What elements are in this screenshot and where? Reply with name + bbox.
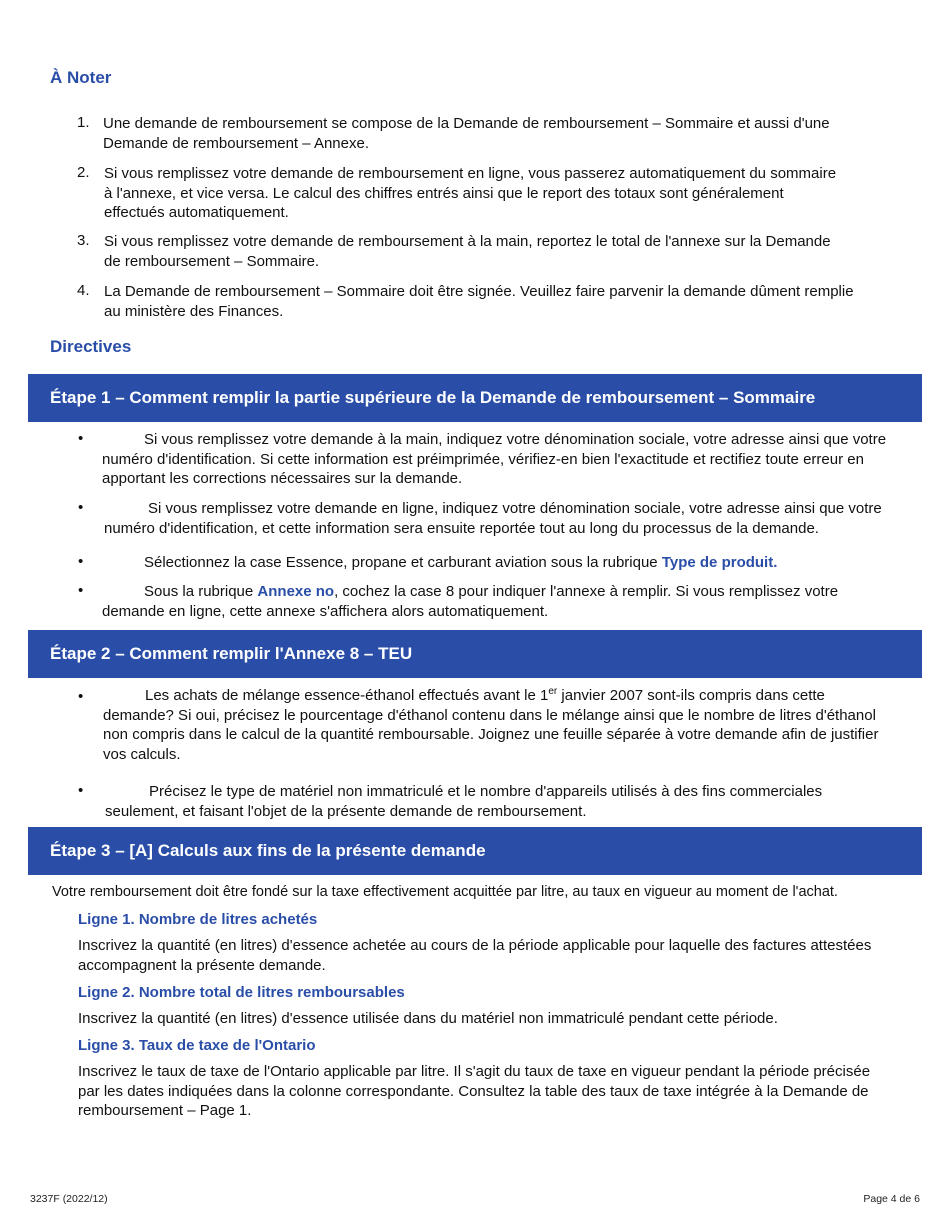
note-item-1-number: 1. <box>77 114 90 131</box>
step1-bullet-1-marker: • <box>78 430 84 447</box>
step2-bullet-1-text: Les achats de mélange essence-éthanol effectués avant le 1er janvier 2007 sont-ils compris dans cette demande? Si oui, précisez le pourcentage d'éthanol contenu dans le mélange ainsi que le nombre de litres d'éthanol non compris dans le calcul de la quantité remboursable. Joignez une feuille séparée à votre demande afin de justifier vos calculs. <box>103 686 879 763</box>
note-item-3-text: Si vous remplissez votre demande de remboursement à la main, reportez le total de l'annexe sur la Demande de remboursement – Sommaire. <box>104 233 831 270</box>
step1-bullet-2-marker: • <box>78 499 84 516</box>
step1-bullet-3-text: Sélectionnez la case Essence, propane et carburant aviation sous la rubrique Type de produit. <box>144 553 904 573</box>
line1-title: Ligne 1. Nombre de litres achetés <box>78 911 318 928</box>
step2-bullet-2-marker: • <box>78 782 84 799</box>
note-item-2-number: 2. <box>77 164 90 181</box>
note-item-1-text: Une demande de remboursement se compose de la Demande de remboursement – Sommaire et aussi d'une Demande de remboursement – Annexe. <box>103 115 830 152</box>
step1-bullet-3-marker: • <box>78 553 84 570</box>
line2-title: Ligne 2. Nombre total de litres remboursables <box>78 984 405 1001</box>
step2-bullet-2-text: Précisez le type de matériel non immatriculé et le nombre d'appareils utilisés à des fins commerciales seulement, et faisant l'objet de la présente demande de remboursement. <box>105 783 823 820</box>
step3-header: Étape 3 – [A] Calculs aux fins de la présente demande <box>28 827 922 875</box>
line2-text: Inscrivez la quantité (en litres) d'essence utilisée dans du matériel non immatriculé pendant cette période. <box>78 1010 778 1027</box>
note-heading: À Noter <box>50 68 112 87</box>
step3-intro: Votre remboursement doit être fondé sur la taxe effectivement acquittée par litre, au taux en vigueur au moment de l'achat. <box>52 884 838 900</box>
note-item-3-number: 3. <box>77 232 90 249</box>
step1-bullet-2-text: Si vous remplissez votre demande en ligne, indiquez votre dénomination sociale, votre adresse ainsi que votre numéro d'identification, et cette information sera ensuite reportée tout au long du processus de la demande. <box>104 500 882 537</box>
step1-bullet-4-text: Sous la rubrique Annexe no, cochez la case 8 pour indiquer l'annexe à remplir. Si vous remplissez votre demande en ligne, cette annexe s'affichera alors automatiquement. <box>102 583 839 620</box>
annex-no-label: Annexe no <box>257 583 335 600</box>
step1-bullet-1-text: Si vous remplissez votre demande à la main, indiquez votre dénomination sociale, votre adresse ainsi que votre numéro d'identification. Si cette information est préimprimée, vérifiez-en bien l'exactitude et rectifiez toute erreur en apportant les corrections nécessaires sur la demande. <box>102 431 887 487</box>
directives-heading: Directives <box>50 337 132 356</box>
product-type-label: Type de produit. <box>661 554 778 571</box>
step2-header: Étape 2 – Comment remplir l'Annexe 8 – TEU <box>28 630 922 678</box>
note-item-4-number: 4. <box>77 282 90 299</box>
step1-bullet-4-marker: • <box>78 582 84 599</box>
step2-bullet-1-marker: • <box>78 688 84 705</box>
note-item-4-text: La Demande de remboursement – Sommaire doit être signée. Veuillez faire parvenir la demande dûment remplie au ministère des Finances. <box>104 283 854 320</box>
line1-text: Inscrivez la quantité (en litres) d'essence achetée au cours de la période applicable pour laquelle des factures attestées accompagnent la présente demande. <box>78 937 872 974</box>
line3-title: Ligne 3. Taux de taxe de l'Ontario <box>78 1037 316 1054</box>
line3-text: Inscrivez le taux de taxe de l'Ontario applicable par litre. Il s'agit du taux de taxe en vigueur pendant la période précisée par les dates indiquées dans la colonne correspondante. Consultez la table des taux de taxe intégrée à la Demande de remboursement – Page 1. <box>78 1063 871 1119</box>
page-number: Page 4 de 6 <box>863 1193 920 1205</box>
form-id: 3237F (2022/12) <box>30 1193 108 1205</box>
step1-header: Étape 1 – Comment remplir la partie supérieure de la Demande de remboursement – Sommaire <box>28 374 922 422</box>
note-item-2-text: Si vous remplissez votre demande de remboursement en ligne, vous passerez automatiquement du sommaire à l'annexe, et vice versa. Le calcul des chiffres entrés ainsi que le report des totaux sont généralement effectués automatiquement. <box>104 165 837 221</box>
